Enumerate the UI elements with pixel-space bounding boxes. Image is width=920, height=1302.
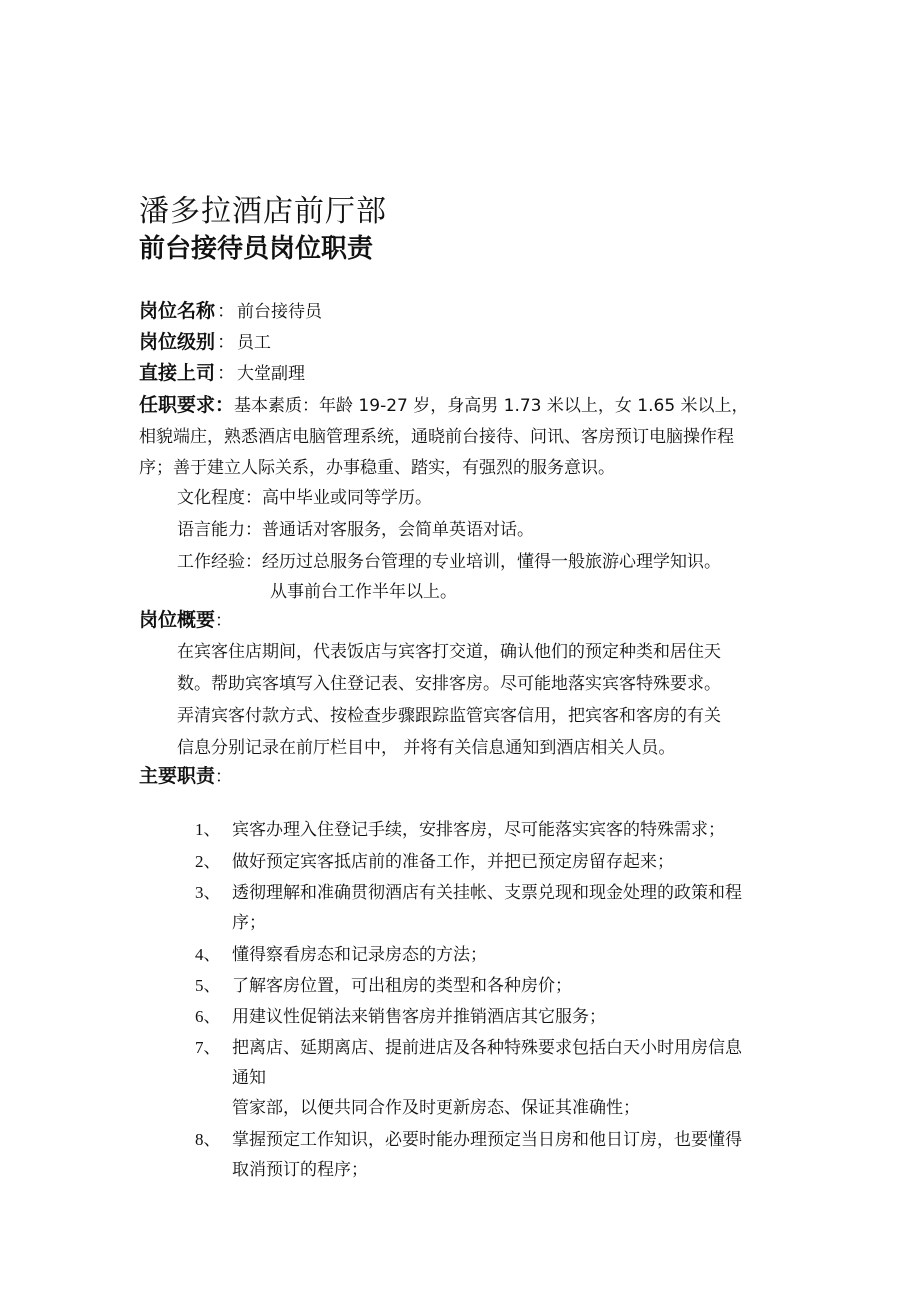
org-title: 潘多拉酒店前厅部 — [139, 194, 387, 229]
duty-text: 宾客办理入住登记手续，安排客房，尽可能落实宾客的特殊需求； — [232, 820, 725, 840]
experience-line: 工作经验：经历过总服务台管理的专业培训，懂得一般旅游心理学知识。 — [177, 552, 721, 572]
duty-number: 5、 — [195, 976, 221, 995]
field-supervisor — [139, 358, 305, 389]
overview-line: 在宾客住店期间，代表饭店与宾客打交道，确认他们的预定种类和居住天 — [177, 642, 721, 662]
field-colon: ： — [217, 332, 236, 353]
field-label: 任职要求 — [139, 394, 216, 416]
duty-number: 3、 — [195, 883, 221, 902]
overview-heading — [139, 605, 232, 636]
overview-colon: ： — [215, 611, 233, 631]
duty-number: 1、 — [195, 820, 221, 839]
duty-text: 透彻理解和准确贯彻酒店有关挂帐、支票兑现和现金处理的政策和程 — [232, 883, 742, 903]
field-label: 直接上司 — [139, 362, 216, 384]
duty-text: 通知 — [232, 1068, 266, 1088]
overview-line: 信息分别记录在前厅栏目中， 并将有关信息通知到酒店相关人员。 — [177, 738, 676, 758]
overview-label: 岗位概要 — [139, 609, 216, 631]
duty-number: 7、 — [195, 1038, 221, 1057]
field-colon: ： — [215, 394, 235, 416]
field-position-name — [139, 296, 322, 327]
field-value: 前台接待员 — [237, 302, 323, 322]
education-line: 文化程度：高中毕业或同等学历。 — [177, 488, 432, 508]
field-colon: ： — [217, 363, 236, 384]
duties-label: 主要职责 — [139, 765, 216, 787]
field-label: 岗位级别 — [139, 331, 216, 353]
field-colon: ： — [217, 301, 236, 322]
duty-text: 懂得察看房态和记录房态的方法； — [232, 945, 487, 965]
experience-line: 从事前台工作半年以上。 — [270, 582, 457, 602]
duty-number: 8、 — [195, 1130, 221, 1149]
duty-text: 做好预定宾客抵店前的准备工作，并把已预定房留存起来； — [232, 852, 674, 872]
duty-text: 把离店、延期离店、提前进店及各种特殊要求包括白天小时用房信息 — [232, 1038, 742, 1058]
duty-text: 取消预订的程序； — [232, 1160, 368, 1180]
duty-number: 2、 — [195, 852, 221, 871]
requirement-line: 序；善于建立人际关系，办事稳重、踏实，有强烈的服务意识。 — [139, 458, 615, 478]
field-value: 大堂副理 — [237, 364, 306, 384]
field-value: 员工 — [237, 333, 272, 353]
duty-text: 序； — [232, 913, 266, 933]
requirement-line: 基本素质：年龄 19-27 岁，身高男 1.73 米以上，女 1.65 米以上， — [234, 396, 749, 416]
requirement-line: 相貌端庄，熟悉酒店电脑管理系统，通晓前台接待、问讯、客房预订电脑操作程 — [139, 427, 734, 447]
overview-line: 数。帮助宾客填写入住登记表、安排客房。尽可能地落实宾客特殊要求。 — [177, 674, 721, 694]
language-line: 语言能力：普通话对客服务，会简单英语对话。 — [177, 520, 534, 540]
duties-heading — [139, 761, 232, 792]
overview-line: 弄清宾客付款方式、按检查步骤跟踪监管宾客信用，把宾客和客房的有关 — [177, 706, 721, 726]
duty-text: 了解客房位置，可出租房的类型和各种房价； — [232, 976, 572, 996]
doc-title: 前台接待员岗位职责 — [139, 234, 374, 264]
field-label: 岗位名称 — [139, 300, 216, 322]
duty-text: 管家部，以便共同合作及时更新房态、保证其准确性； — [232, 1098, 640, 1118]
field-position-level — [139, 327, 271, 358]
field-requirements — [139, 390, 749, 421]
duties-colon: ： — [215, 767, 233, 787]
duty-text: 掌握预定工作知识，必要时能办理预定当日房和他日订房，也要懂得 — [232, 1130, 742, 1150]
duty-text: 用建议性促销法来销售客房并推销酒店其它服务； — [232, 1007, 606, 1027]
duty-number: 4、 — [195, 945, 221, 964]
duty-number: 6、 — [195, 1007, 221, 1026]
